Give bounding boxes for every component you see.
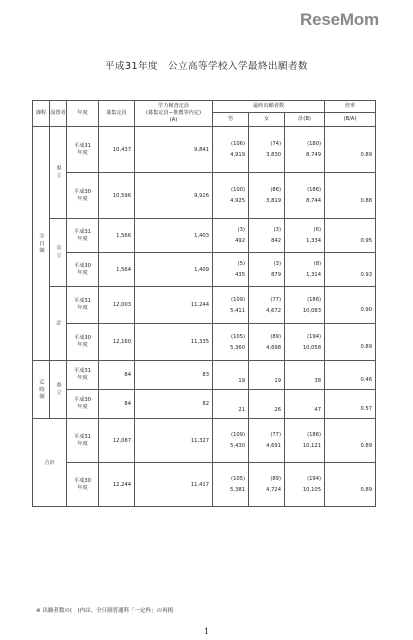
year-cell (67, 127, 99, 173)
header-ratio: 倍率 (325, 101, 376, 113)
ratio-cell: 0.93 (325, 253, 376, 287)
female-value: 26 (274, 406, 281, 413)
grand-total-label: 合計 (33, 419, 67, 507)
year-cell (67, 324, 99, 361)
ratio-cell: 0.89 (325, 419, 376, 463)
year-era: 平成30 (74, 188, 91, 195)
table-row (33, 287, 376, 324)
male-cell (213, 390, 249, 419)
total-value: 1,334 (306, 238, 322, 244)
male-value: 5,411 (230, 307, 245, 314)
capacity-cell: 1,564 (99, 253, 135, 287)
male-value: 5,430 (230, 443, 245, 449)
header-founder: 設置者 (50, 101, 67, 127)
year-suffix: 年度 (77, 149, 88, 156)
female-quota-value: (89) (270, 333, 281, 340)
total-value: 10,105 (302, 487, 322, 493)
capacity-cell: 84 (99, 361, 135, 390)
exam-capacity-cell: 1,409 (135, 253, 213, 287)
table-row (33, 463, 376, 507)
male-quota-value: (105) (231, 333, 245, 340)
ratio-cell: 0.90 (325, 287, 376, 324)
year-suffix: 年度 (77, 404, 88, 410)
ratio-cell: 0.89 (325, 324, 376, 361)
total-quota-value: (186) (307, 296, 322, 303)
year-suffix: 年度 (77, 235, 88, 242)
male-value: 21 (238, 406, 245, 413)
male-value: 5,381 (230, 487, 245, 493)
male-quota-value (213, 367, 245, 375)
table-row (33, 324, 376, 361)
table-row (33, 419, 376, 463)
year-cell (67, 253, 99, 287)
year-cell (67, 173, 99, 219)
exam-capacity-cell: 11,244 (135, 287, 213, 324)
capacity-cell: 84 (99, 390, 135, 419)
male-quota-value: (5) (237, 261, 245, 267)
capacity-cell: 12,003 (99, 287, 135, 324)
header-ratio-sub: (B/A) (325, 113, 376, 127)
ratio-cell: 0.89 (325, 463, 376, 507)
male-value: 4,925 (230, 198, 245, 204)
male-value: 5,360 (230, 344, 245, 351)
ratio-cell: 0.95 (325, 219, 376, 253)
male-quota-value: (106) (231, 141, 245, 147)
male-value: 4,919 (230, 152, 245, 158)
female-cell (249, 253, 285, 287)
ratio-cell: 0.57 (325, 390, 376, 419)
male-quota-value: (100) (231, 187, 245, 193)
table-row (33, 219, 376, 253)
site-logo: ReseMom (300, 10, 379, 29)
total-quota-value: (180) (307, 141, 322, 147)
document-title: 平成31年度 公立高等学校入学最終出願者数 (104, 61, 309, 72)
total-cell (285, 463, 325, 507)
table-row (33, 361, 376, 390)
female-cell (249, 127, 285, 173)
capacity-cell: 10,596 (99, 173, 135, 219)
male-quota-value (213, 396, 245, 404)
year-cell (67, 287, 99, 324)
total-quota-value: (186) (307, 187, 322, 193)
capacity-cell: 1,566 (99, 219, 135, 253)
female-value: 4,698 (266, 344, 281, 351)
year-era: 平成30 (74, 397, 91, 403)
male-cell (213, 463, 249, 507)
female-value: 3,819 (266, 198, 281, 204)
header-year: 年度 (67, 101, 99, 127)
year-era: 平成31 (74, 142, 91, 149)
female-quota-value: (77) (270, 296, 281, 303)
table-row (33, 253, 376, 287)
header-exam-line2: (募集定員−推薦等内定) (145, 110, 202, 116)
female-cell (249, 287, 285, 324)
female-value: 842 (271, 238, 281, 244)
female-quota-value: (3) (273, 261, 281, 267)
total-quota-value: (194) (307, 333, 322, 340)
founder-parttime-prefectural: 県立 (50, 361, 67, 419)
header-final-applicants: 最終出願者数 (213, 101, 325, 113)
total-cell (285, 219, 325, 253)
total-quota-value: (6) (313, 227, 322, 233)
header-exam-line3: (A) (169, 117, 178, 123)
year-era: 平成31 (74, 298, 91, 304)
female-quota-value (249, 367, 281, 375)
total-value: 38 (314, 377, 322, 384)
year-era: 平成31 (74, 368, 91, 374)
header-male: 男 (213, 113, 249, 127)
male-cell (213, 361, 249, 390)
ratio-cell: 0.88 (325, 173, 376, 219)
male-quota-value: (109) (231, 432, 245, 438)
year-cell (67, 463, 99, 507)
female-cell (249, 219, 285, 253)
footnote: ※ 出願者数の( )内は、全日制普通科「一定枠」の再掲 (36, 608, 174, 614)
total-quota-value: (194) (307, 476, 322, 482)
total-cell (285, 419, 325, 463)
total-cell (285, 173, 325, 219)
table-row (33, 173, 376, 219)
founder-prefectural: 県立 (50, 127, 67, 219)
total-value: 8,749 (306, 152, 322, 158)
capacity-cell: 12,244 (99, 463, 135, 507)
applicants-table (32, 100, 376, 507)
ratio-cell: 0.89 (325, 127, 376, 173)
year-era: 平成31 (74, 228, 91, 235)
total-cell (285, 127, 325, 173)
female-quota-value: (3) (273, 227, 281, 233)
male-cell (213, 287, 249, 324)
female-cell (249, 361, 285, 390)
total-value: 1,314 (306, 272, 322, 278)
year-suffix: 年度 (77, 305, 88, 311)
exam-capacity-cell: 9,926 (135, 173, 213, 219)
total-cell (285, 287, 325, 324)
total-quota-value (285, 396, 321, 404)
header-exam-capacity (135, 101, 213, 127)
year-era: 平成30 (74, 477, 91, 484)
total-value: 10,121 (302, 443, 322, 449)
total-cell (285, 390, 325, 419)
male-cell (213, 127, 249, 173)
capacity-cell: 12,160 (99, 324, 135, 361)
header-total: 計(B) (285, 113, 325, 127)
female-cell (249, 173, 285, 219)
female-quota-value: (89) (270, 476, 281, 482)
exam-capacity-cell: 82 (135, 390, 213, 419)
year-era: 平成31 (74, 433, 91, 440)
total-quota-value: (186) (307, 432, 322, 438)
male-value: 492 (235, 238, 245, 244)
female-quota-value (249, 396, 281, 404)
total-cell (285, 361, 325, 390)
female-quota-value: (77) (270, 432, 281, 438)
female-cell (249, 390, 285, 419)
total-value: 10,083 (302, 307, 322, 314)
course-fulltime: 全日制 (33, 127, 50, 361)
year-cell (67, 419, 99, 463)
male-cell (213, 419, 249, 463)
year-cell (67, 390, 99, 419)
header-course: 課程 (33, 101, 50, 127)
total-quota-value (285, 367, 321, 375)
year-suffix: 年度 (77, 375, 88, 381)
exam-capacity-cell: 9,841 (135, 127, 213, 173)
female-value: 19 (274, 377, 281, 384)
ratio-cell: 0.46 (325, 361, 376, 390)
page-number: 1 (203, 627, 210, 636)
exam-capacity-cell: 1,403 (135, 219, 213, 253)
male-value: 19 (238, 377, 245, 384)
exam-capacity-cell: 11,417 (135, 463, 213, 507)
male-cell (213, 219, 249, 253)
year-era: 平成30 (74, 262, 91, 269)
female-value: 879 (271, 272, 281, 278)
year-era: 平成30 (74, 335, 91, 341)
table-row (33, 390, 376, 419)
header-female: 女 (249, 113, 285, 127)
total-value: 47 (314, 406, 322, 413)
header-exam-line1: 学力検査定員 (157, 103, 190, 109)
male-value: 435 (235, 272, 245, 278)
header-capacity: 募集定員 (99, 101, 135, 127)
male-quota-value: (3) (237, 227, 245, 233)
capacity-cell: 12,087 (99, 419, 135, 463)
female-cell (249, 463, 285, 507)
table-row (33, 127, 376, 173)
female-value: 4,724 (266, 487, 281, 493)
course-parttime: 定時制 (33, 361, 50, 419)
female-quota-value: (74) (270, 141, 281, 147)
year-suffix: 年度 (77, 440, 88, 447)
female-cell (249, 324, 285, 361)
female-value: 4,691 (266, 443, 281, 449)
total-value: 8,744 (306, 198, 322, 204)
exam-capacity-cell: 11,327 (135, 419, 213, 463)
male-cell (213, 324, 249, 361)
female-value: 4,672 (266, 307, 281, 314)
male-cell (213, 173, 249, 219)
female-value: 3,830 (266, 152, 281, 158)
female-quota-value: (86) (270, 187, 281, 193)
capacity-cell: 10,437 (99, 127, 135, 173)
year-cell (67, 219, 99, 253)
male-quota-value: (105) (231, 476, 245, 482)
total-cell (285, 253, 325, 287)
exam-capacity-cell: 83 (135, 361, 213, 390)
total-value: 10,058 (302, 344, 322, 351)
male-cell (213, 253, 249, 287)
year-suffix: 年度 (77, 342, 88, 348)
total-quota-value: (8) (313, 261, 322, 267)
year-suffix: 年度 (77, 195, 88, 202)
exam-capacity-cell: 11,335 (135, 324, 213, 361)
year-suffix: 年度 (77, 484, 88, 491)
total-cell (285, 324, 325, 361)
year-cell (67, 361, 99, 390)
male-quota-value: (109) (231, 296, 245, 303)
year-suffix: 年度 (77, 269, 88, 276)
founder-municipal: 市立 (50, 219, 67, 287)
female-cell (249, 419, 285, 463)
founder-subtotal: 計 (50, 287, 67, 361)
